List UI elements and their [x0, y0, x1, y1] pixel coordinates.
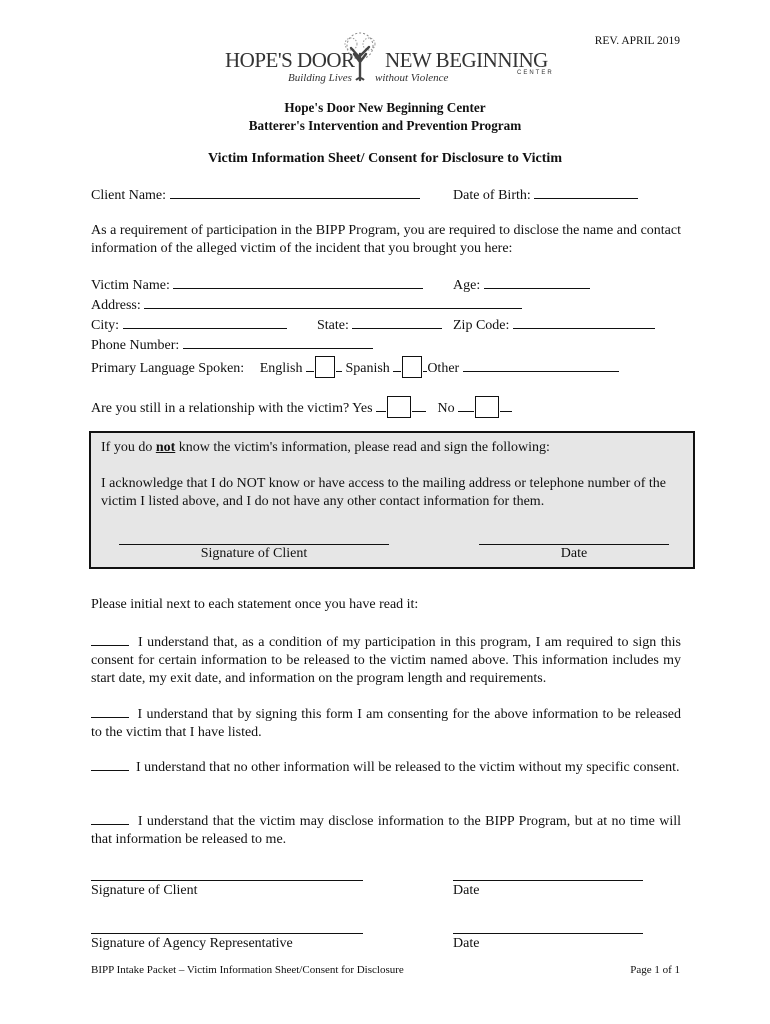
agency-date-label: Date — [453, 936, 480, 951]
initial-field-3[interactable] — [91, 758, 129, 771]
victim-phone-row — [91, 336, 373, 354]
client-signature-line[interactable] — [91, 880, 363, 881]
language-other-label: Other — [427, 361, 460, 376]
statement-item: I understand that by signing this form I am consenting for the above information to be released to the victim that I have listed. — [91, 707, 681, 740]
language-label: Primary Language Spoken: — [91, 361, 245, 376]
initial-field-1[interactable] — [91, 633, 129, 646]
unknown-box-date-line[interactable] — [479, 544, 669, 545]
revision-label: REV. APRIL 2019 — [594, 35, 680, 47]
victim-state-label: State: — [317, 318, 349, 333]
victim-phone-label: Phone Number: — [91, 338, 180, 353]
victim-age-field[interactable] — [484, 276, 590, 289]
victim-phone-field[interactable] — [183, 336, 373, 349]
unknown-box-intro: If you do not know the victim's information, please read and sign the following: — [101, 440, 550, 455]
victim-city-field[interactable] — [123, 316, 287, 329]
logo-name-right: NEW BEGINNING — [385, 48, 548, 72]
victim-city-row — [91, 316, 287, 334]
logo-tagline-left: Building Lives — [288, 72, 352, 84]
victim-zip-label: Zip Code: — [453, 318, 510, 333]
relationship-no-checkbox[interactable] — [475, 396, 499, 418]
agency-date-line[interactable] — [453, 933, 643, 934]
emphasis-not: not — [155, 440, 176, 455]
org-name: Hope's Door New Beginning Center — [284, 100, 486, 115]
initial-field-2[interactable] — [91, 705, 129, 718]
agency-signature-line[interactable] — [91, 933, 363, 934]
victim-state-row — [317, 316, 442, 334]
form-title: Victim Information Sheet/ Consent for Disclosure to Victim — [208, 151, 562, 166]
statement-item: I understand that no other information will be released to the victim without my specific consent. — [91, 758, 681, 777]
victim-address-field[interactable] — [144, 296, 522, 309]
victim-age-label: Age: — [453, 278, 481, 293]
victim-zip-row — [453, 316, 655, 334]
victim-state-field[interactable] — [352, 316, 442, 329]
statement-item: I understand that the victim may disclose information to the BIPP Program, but at no time will that information be released to me. — [91, 814, 681, 847]
relationship-question: Are you still in a relationship with the victim? Yes — [91, 401, 373, 416]
victim-city-label: City: — [91, 318, 120, 333]
english-checkbox[interactable] — [315, 356, 335, 378]
victim-name-field[interactable] — [173, 276, 423, 289]
victim-zip-field[interactable] — [513, 316, 655, 329]
program-name: Batterer's Intervention and Prevention Program — [248, 118, 522, 133]
client-name-row — [91, 186, 420, 204]
footer-left: BIPP Intake Packet – Victim Information Sheet/Consent for Disclosure — [91, 964, 404, 976]
initial-field-4[interactable] — [91, 812, 129, 825]
victim-age-row — [453, 276, 590, 294]
client-signature-label: Signature of Client — [91, 883, 198, 898]
unknown-box-date-label: Date — [560, 546, 588, 561]
client-name-label: Client Name: — [91, 188, 167, 203]
relationship-yes-checkbox[interactable] — [387, 396, 411, 418]
intro-paragraph: As a requirement of participation in the BIPP Program, you are required to disclose the name and contact information of the alleged victim of the incident that you brought you here: — [91, 223, 681, 256]
logo-tagline-right: without Violence — [375, 72, 449, 84]
client-date-label: Date — [453, 883, 480, 898]
language-row — [91, 356, 619, 378]
footer-page-number: Page 1 of 1 — [630, 964, 680, 976]
relationship-no-label: No — [437, 401, 455, 416]
victim-address-row — [91, 296, 522, 314]
organization-logo — [225, 32, 555, 88]
relationship-row — [91, 396, 512, 418]
dob-row — [453, 186, 638, 204]
logo-center-word: CENTER — [517, 70, 554, 76]
victim-address-label: Address: — [91, 298, 141, 313]
unknown-box-signature-label: Signature of Client — [200, 546, 308, 561]
unknown-box-acknowledgement: I acknowledge that I do NOT know or have access to the mailing address or telephone number of the victim I listed above, and I do not have any other contact information for them. — [101, 476, 667, 509]
client-name-field[interactable] — [170, 186, 420, 199]
logo-name-left: HOPE'S DOOR — [225, 48, 355, 72]
statement-item: I understand that, as a condition of my participation in this program, I am required to sign this consent for certain information to be released to the victim named above. This information includes my start date, my exit date, and information on the program length and requirements. — [91, 635, 681, 686]
victim-name-label: Victim Name: — [91, 278, 170, 293]
unknown-box-signature-line[interactable] — [119, 544, 389, 545]
client-date-line[interactable] — [453, 880, 643, 881]
language-other-field[interactable] — [463, 359, 619, 372]
victim-name-row — [91, 276, 423, 294]
unknown-victim-info-box — [89, 431, 695, 569]
spanish-checkbox[interactable] — [402, 356, 422, 378]
agency-signature-label: Signature of Agency Representative — [91, 936, 293, 951]
dob-label: Date of Birth: — [453, 188, 531, 203]
language-spanish-label: Spanish — [345, 361, 390, 376]
language-english-label: English — [259, 361, 303, 376]
dob-field[interactable] — [534, 186, 638, 199]
initial-instructions: Please initial next to each statement once you have read it: — [91, 597, 419, 612]
